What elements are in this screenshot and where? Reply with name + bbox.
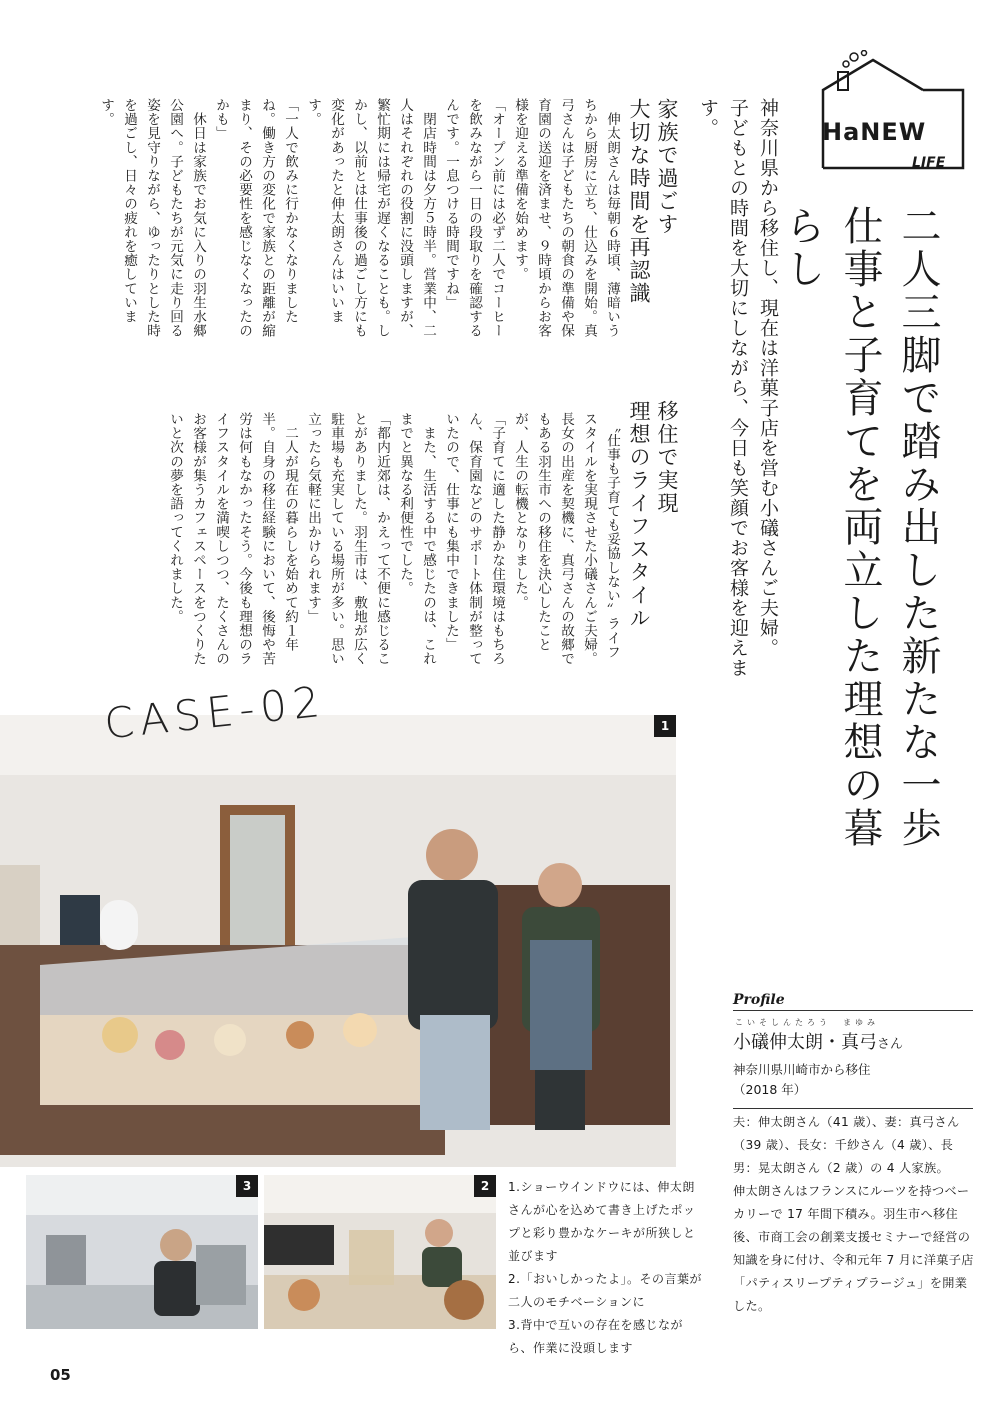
section1-heading: 家族で過ごす 大切な時間を再認識 — [627, 98, 679, 305]
lead-text: 神奈川県から移住し、現在は洋菓子店を営む小礒さんご夫婦。 子どもとの時間を大切にしながら、今日も笑顔でお客様を迎えます。 — [697, 98, 779, 678]
page-number: 05 — [50, 1366, 71, 1384]
profile-ruby: こいそしんたろう まゆみ — [735, 1018, 879, 1027]
photo-number-1: 1 — [654, 715, 676, 737]
photo-customer-handover — [264, 1175, 496, 1329]
profile-label: Profile — [733, 992, 785, 1008]
photo-captions — [508, 1176, 702, 1360]
section2-body: 〝仕事も子育ても妥協しない〟ライフスタイルを実現させた小礒さんご夫婦。長女の出産を契機に、真弓さんの故郷でもある羽生市への移住を決心したことが、人生の転機となりました。 「子育てに適した静かな住環境はもちろん、保育園などのサポート体制が整っていたので、仕事にも集中できました」 また、生活する中で感じたのは、これまでと異なる利便性でした。 「都内近郊は、かえって不便に感じることがありました。羽生市は、敷地が広く駐車場も充実している場所が多い。思い立ったら気軽に出かけられます」 二人が現在の暮らしを始めて約１年半。自身の移住経験において、後悔や苦労は何もなかったそう。今後も理想のライフスタイルを満喫しつつ、たくさんのお客様が集うカフェスペースをつくりたいと次の夢を語ってくれました。 — [167, 412, 620, 666]
caption-3: 3.背中で互いの存在を感じながら、作業に没頭します — [508, 1318, 683, 1355]
hanew-logo-house-icon — [818, 50, 968, 180]
headline: 二人三脚で踏み出した新たな一歩 仕事と子育てを両立した理想の暮らし — [779, 205, 941, 850]
caption-2: 2.「おいしかったよ」。その言葉が二人のモチベーションに — [508, 1272, 702, 1309]
profile-honorific: さん — [877, 1037, 904, 1052]
profile-divider-2 — [733, 1108, 973, 1109]
photo-shop-interior — [0, 715, 676, 1167]
profile-name-text: 小礒伸太朗・真弓 — [733, 1032, 877, 1053]
logo-text: HaNEW — [822, 118, 927, 146]
logo-sub: LIFE — [912, 155, 946, 171]
profile-box — [733, 992, 995, 1318]
section1-body: 伸太朗さんは毎朝６時頃、薄暗いうちから厨房に立ち、仕込みを開始。真弓さんは子どもたちの朝食の準備や保育園の送迎を済ませ、９時頃からお客様を迎える準備を始めます。 「オープン前には必ず二人でコーヒーを飲みながら一日の段取りを確認するんです。一息つける時間ですね」 閉店時間は夕方５時半。営業中、二人はそれぞれの役割に没頭しますが、繁忙期には帰宅が遅くなることも。しかし、以前とは仕事後の過ごし方にも変化があったと伸太朗さんはいいます。 「一人で飲みに行かなくなりましたね。働き方の変化で家族との距離が縮まり、その必要性を感じなくなったのかも」 休日は家族でお気に入りの羽生水郷公園へ。子どもたちが元気に走り回る姿を見守りながら、ゆったりとした時を過ごし、日々の疲れを癒しています。 — [98, 98, 620, 338]
case-label: CASE-02 — [102, 676, 328, 749]
photo-number-3: 3 — [236, 1175, 258, 1197]
photo-number-2: 2 — [474, 1175, 496, 1197]
profile-name — [733, 1028, 995, 1054]
profile-divider — [733, 1010, 973, 1011]
caption-1: 1.ショーウインドウには、伸太朗さんが心を込めて書き上げたポップと彩り豊かなケーキが所狭しと並びます — [508, 1180, 696, 1263]
profile-detail: 夫：伸太朗さん（41 歳）、妻：真弓さん（39 歳）、長女：千紗さん（4 歳）、長男：晃太朗さん（2 歳）の 4 人家族。 伸太朗さんはフランスにルーツを持つベーカリーで 17 年間下積み。羽生市へ移住後、市商工会の創業支援セミナーで経営の知識を身に付け、令和元年 7 月に洋菓子店「パティスリープティプラージュ」を開業した。 — [733, 1115, 974, 1313]
profile-origin: 神奈川県川崎市から移住 （2018 年） — [733, 1062, 871, 1097]
section2-heading: 移住で実現 理想のライフスタイル — [627, 400, 679, 630]
photo-kitchen-work — [26, 1175, 258, 1329]
